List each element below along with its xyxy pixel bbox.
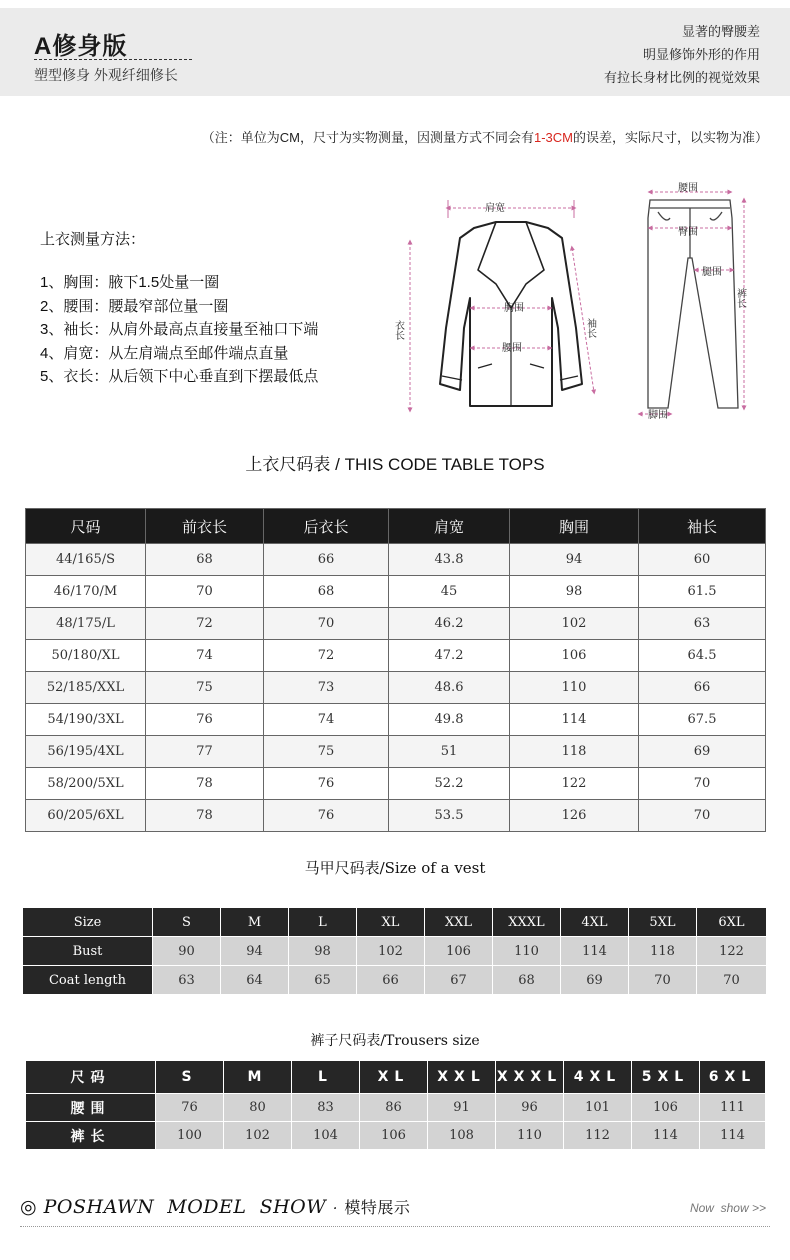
jacket-drawing bbox=[440, 222, 582, 406]
table-cell: 110 bbox=[493, 937, 561, 966]
now-show-link[interactable]: Now show >> bbox=[689, 1201, 766, 1215]
table-cell: 50/180/XL bbox=[26, 640, 146, 672]
table-cell: 114 bbox=[700, 1122, 766, 1150]
table-cell: 60 bbox=[639, 544, 766, 576]
table-cell: 106 bbox=[510, 640, 639, 672]
table-cell: 58/200/5XL bbox=[26, 768, 146, 800]
table-cell: 90 bbox=[153, 937, 221, 966]
table-cell: 76 bbox=[264, 800, 389, 832]
table-cell: 114 bbox=[510, 704, 639, 736]
feature-item: 有拉长身材比例的视觉效果 bbox=[603, 70, 760, 85]
table-cell: 72 bbox=[146, 608, 264, 640]
table-header-cell: 后衣长 bbox=[264, 509, 389, 544]
table-cell: 72 bbox=[264, 640, 389, 672]
table-cell: 73 bbox=[264, 672, 389, 704]
table-cell: 102 bbox=[510, 608, 639, 640]
table-cell: 98 bbox=[289, 937, 357, 966]
table-cell: 122 bbox=[697, 937, 767, 966]
measurement-note bbox=[0, 127, 768, 146]
note-highlight: 1-3CM bbox=[533, 130, 573, 145]
table-cell: 68 bbox=[493, 966, 561, 995]
table-cell: 122 bbox=[510, 768, 639, 800]
table-cell: 48.6 bbox=[389, 672, 510, 704]
table-row bbox=[26, 1094, 766, 1122]
table-row bbox=[23, 966, 767, 995]
table-header-cell: 4XL bbox=[564, 1061, 632, 1094]
table-cell: 67.5 bbox=[639, 704, 766, 736]
table-row bbox=[26, 1122, 766, 1150]
table-header-cell: XXXL bbox=[493, 908, 561, 937]
method-item: 1、胸围：腋下1.5处量一圈 bbox=[40, 274, 220, 291]
tops-table-title: 上衣尺码表 / THIS CODE TABLE TOPS bbox=[245, 455, 545, 474]
table-cell: 74 bbox=[146, 640, 264, 672]
table-row bbox=[26, 736, 766, 768]
table-header-cell: 前衣长 bbox=[146, 509, 264, 544]
table-header-cell: 5XL bbox=[632, 1061, 700, 1094]
table-header-cell: L bbox=[292, 1061, 360, 1094]
table-cell: 96 bbox=[496, 1094, 564, 1122]
table-header-cell: 4XL bbox=[561, 908, 629, 937]
table-cell: 66 bbox=[357, 966, 425, 995]
table-cell: 78 bbox=[146, 800, 264, 832]
label-hip: 臀围 bbox=[678, 227, 698, 238]
table-cell: 65 bbox=[289, 966, 357, 995]
table-header-cell: 肩宽 bbox=[389, 509, 510, 544]
table-cell: 64 bbox=[221, 966, 289, 995]
table-cell: 56/195/4XL bbox=[26, 736, 146, 768]
table-header-cell: 6XL bbox=[700, 1061, 766, 1094]
garment-diagram bbox=[392, 178, 766, 428]
table-row bbox=[26, 672, 766, 704]
table-header-cell: XL bbox=[357, 908, 425, 937]
table-cell: 83 bbox=[292, 1094, 360, 1122]
method-title: 上衣测量方法： bbox=[40, 231, 146, 248]
method-item: 3、袖长：从肩外最高点直接量至袖口下端 bbox=[40, 321, 319, 338]
table-cell: 70 bbox=[639, 800, 766, 832]
table-cell: 102 bbox=[224, 1122, 292, 1150]
feature-item: 明显修饰外形的作用 bbox=[642, 47, 760, 62]
table-cell: 76 bbox=[264, 768, 389, 800]
table-cell: 49.8 bbox=[389, 704, 510, 736]
table-cell: 126 bbox=[510, 800, 639, 832]
table-header-cell: Size bbox=[23, 908, 153, 937]
table-row bbox=[26, 768, 766, 800]
table-cell: 80 bbox=[224, 1094, 292, 1122]
table-cell: 110 bbox=[510, 672, 639, 704]
table-cell: 51 bbox=[389, 736, 510, 768]
label-hem: 脚围 bbox=[648, 410, 668, 421]
brand-separator: · bbox=[332, 1201, 338, 1217]
table-cell: 118 bbox=[629, 937, 697, 966]
table-cell: 52/185/XXL bbox=[26, 672, 146, 704]
header-banner bbox=[0, 8, 790, 96]
note-suffix: 的误差，实际尺寸，以实物为准） bbox=[572, 130, 768, 145]
table-cell: 76 bbox=[156, 1094, 224, 1122]
table-header-cell: XL bbox=[360, 1061, 428, 1094]
style-subtitle: 塑型修身 外观纤细修长 bbox=[34, 67, 178, 83]
table-header-cell: 胸围 bbox=[510, 509, 639, 544]
table-cell: 69 bbox=[639, 736, 766, 768]
trousers-size-table bbox=[25, 1060, 766, 1150]
table-cell: 60/205/6XL bbox=[26, 800, 146, 832]
table-cell: 64.5 bbox=[639, 640, 766, 672]
vest-size-table bbox=[22, 907, 767, 995]
table-cell: 114 bbox=[632, 1122, 700, 1150]
table-cell: 78 bbox=[146, 768, 264, 800]
table-cell: 66 bbox=[639, 672, 766, 704]
table-cell: 68 bbox=[264, 576, 389, 608]
table-header-cell: S bbox=[153, 908, 221, 937]
table-cell: 裤长 bbox=[26, 1122, 156, 1150]
label-pants-length: 裤长 bbox=[734, 288, 746, 308]
table-cell: 46/170/M bbox=[26, 576, 146, 608]
table-cell: 63 bbox=[153, 966, 221, 995]
table-cell: 63 bbox=[639, 608, 766, 640]
table-header-cell: L bbox=[289, 908, 357, 937]
table-cell: 77 bbox=[146, 736, 264, 768]
table-row bbox=[26, 1061, 766, 1094]
table-cell: 66 bbox=[264, 544, 389, 576]
title-divider bbox=[34, 59, 192, 60]
label-waist: 腰围 bbox=[502, 343, 522, 354]
label-length: 衣长 bbox=[392, 320, 404, 340]
table-header-cell: M bbox=[224, 1061, 292, 1094]
table-header-cell: 尺码 bbox=[26, 509, 146, 544]
table-cell: 102 bbox=[357, 937, 425, 966]
table-row bbox=[26, 544, 766, 576]
table-header-cell: XXL bbox=[425, 908, 493, 937]
table-cell: 67 bbox=[425, 966, 493, 995]
table-cell: 70 bbox=[629, 966, 697, 995]
table-cell: 腰围 bbox=[26, 1094, 156, 1122]
table-cell: 111 bbox=[700, 1094, 766, 1122]
table-header-cell: 袖长 bbox=[639, 509, 766, 544]
brand-mark-icon: ◎ bbox=[20, 1196, 38, 1218]
table-cell: 47.2 bbox=[389, 640, 510, 672]
table-cell: 70 bbox=[639, 768, 766, 800]
table-cell: 94 bbox=[221, 937, 289, 966]
table-row bbox=[23, 937, 767, 966]
table-row bbox=[26, 704, 766, 736]
table-cell: 110 bbox=[496, 1122, 564, 1150]
table-row bbox=[23, 908, 767, 937]
table-cell: 70 bbox=[697, 966, 767, 995]
table-header-cell: 6XL bbox=[697, 908, 767, 937]
table-header-cell: XXL bbox=[428, 1061, 496, 1094]
table-row bbox=[26, 640, 766, 672]
feature-item: 显著的臀腰差 bbox=[681, 24, 760, 39]
table-cell: 53.5 bbox=[389, 800, 510, 832]
table-cell: Coat length bbox=[23, 966, 153, 995]
brand-name: POSHAWN MODEL SHOW bbox=[43, 1196, 327, 1218]
method-item: 5、衣长：从后领下中心垂直到下摆最低点 bbox=[40, 368, 319, 385]
feature-list bbox=[604, 20, 760, 89]
table-cell: 52.2 bbox=[389, 768, 510, 800]
table-cell: 61.5 bbox=[639, 576, 766, 608]
method-item: 2、腰围：腰最窄部位量一圈 bbox=[40, 297, 229, 315]
table-header-cell: 尺码 bbox=[26, 1061, 156, 1094]
table-cell: 112 bbox=[564, 1122, 632, 1150]
style-title: A修身版 bbox=[34, 33, 128, 60]
table-cell: 98 bbox=[510, 576, 639, 608]
table-cell: 114 bbox=[561, 937, 629, 966]
table-cell: 43.8 bbox=[389, 544, 510, 576]
model-show-footer bbox=[0, 1192, 790, 1232]
label-sleeve: 袖长 bbox=[584, 318, 596, 338]
table-header-cell: XXXL bbox=[496, 1061, 564, 1094]
table-cell: 76 bbox=[146, 704, 264, 736]
table-cell: 100 bbox=[156, 1122, 224, 1150]
tops-size-table bbox=[25, 508, 766, 832]
table-cell: 54/190/3XL bbox=[26, 704, 146, 736]
table-row bbox=[26, 576, 766, 608]
pants-measure-lines bbox=[640, 192, 744, 414]
table-cell: 108 bbox=[428, 1122, 496, 1150]
table-cell: 91 bbox=[428, 1094, 496, 1122]
table-cell: 104 bbox=[292, 1122, 360, 1150]
table-header-cell: M bbox=[221, 908, 289, 937]
table-cell: 48/175/L bbox=[26, 608, 146, 640]
label-thigh: 腿围 bbox=[702, 267, 722, 278]
table-cell: 94 bbox=[510, 544, 639, 576]
table-cell: 75 bbox=[146, 672, 264, 704]
table-cell: 69 bbox=[561, 966, 629, 995]
label-chest: 胸围 bbox=[504, 303, 524, 314]
table-cell: 44/165/S bbox=[26, 544, 146, 576]
trousers-table-title: 裤子尺码表/Trousers size bbox=[310, 1033, 480, 1049]
table-cell: 101 bbox=[564, 1094, 632, 1122]
measure-method bbox=[40, 228, 318, 389]
label-pants-waist: 腰围 bbox=[678, 183, 698, 194]
table-cell: 106 bbox=[425, 937, 493, 966]
table-cell: Bust bbox=[23, 937, 153, 966]
brand-line bbox=[20, 1195, 410, 1218]
table-cell: 106 bbox=[632, 1094, 700, 1122]
method-item: 4、肩宽：从左肩端点至邮件端点直量 bbox=[40, 344, 289, 362]
table-cell: 75 bbox=[264, 736, 389, 768]
table-cell: 46.2 bbox=[389, 608, 510, 640]
table-cell: 68 bbox=[146, 544, 264, 576]
label-shoulder: 肩宽 bbox=[485, 203, 505, 214]
table-row bbox=[26, 608, 766, 640]
table-cell: 70 bbox=[146, 576, 264, 608]
table-row bbox=[26, 800, 766, 832]
table-cell: 86 bbox=[360, 1094, 428, 1122]
table-cell: 106 bbox=[360, 1122, 428, 1150]
table-cell: 45 bbox=[389, 576, 510, 608]
note-prefix: （注：单位为CM，尺寸为实物测量，因测量方式不同会有 bbox=[201, 130, 534, 145]
table-cell: 74 bbox=[264, 704, 389, 736]
table-header-cell: 5XL bbox=[629, 908, 697, 937]
table-cell: 118 bbox=[510, 736, 639, 768]
footer-divider bbox=[20, 1226, 770, 1227]
table-header-cell: S bbox=[156, 1061, 224, 1094]
table-cell: 70 bbox=[264, 608, 389, 640]
vest-table-title: 马甲尺码表/Size of a vest bbox=[304, 859, 486, 877]
table-header-row bbox=[26, 509, 766, 544]
model-show-label: 模特展示 bbox=[344, 1198, 411, 1217]
